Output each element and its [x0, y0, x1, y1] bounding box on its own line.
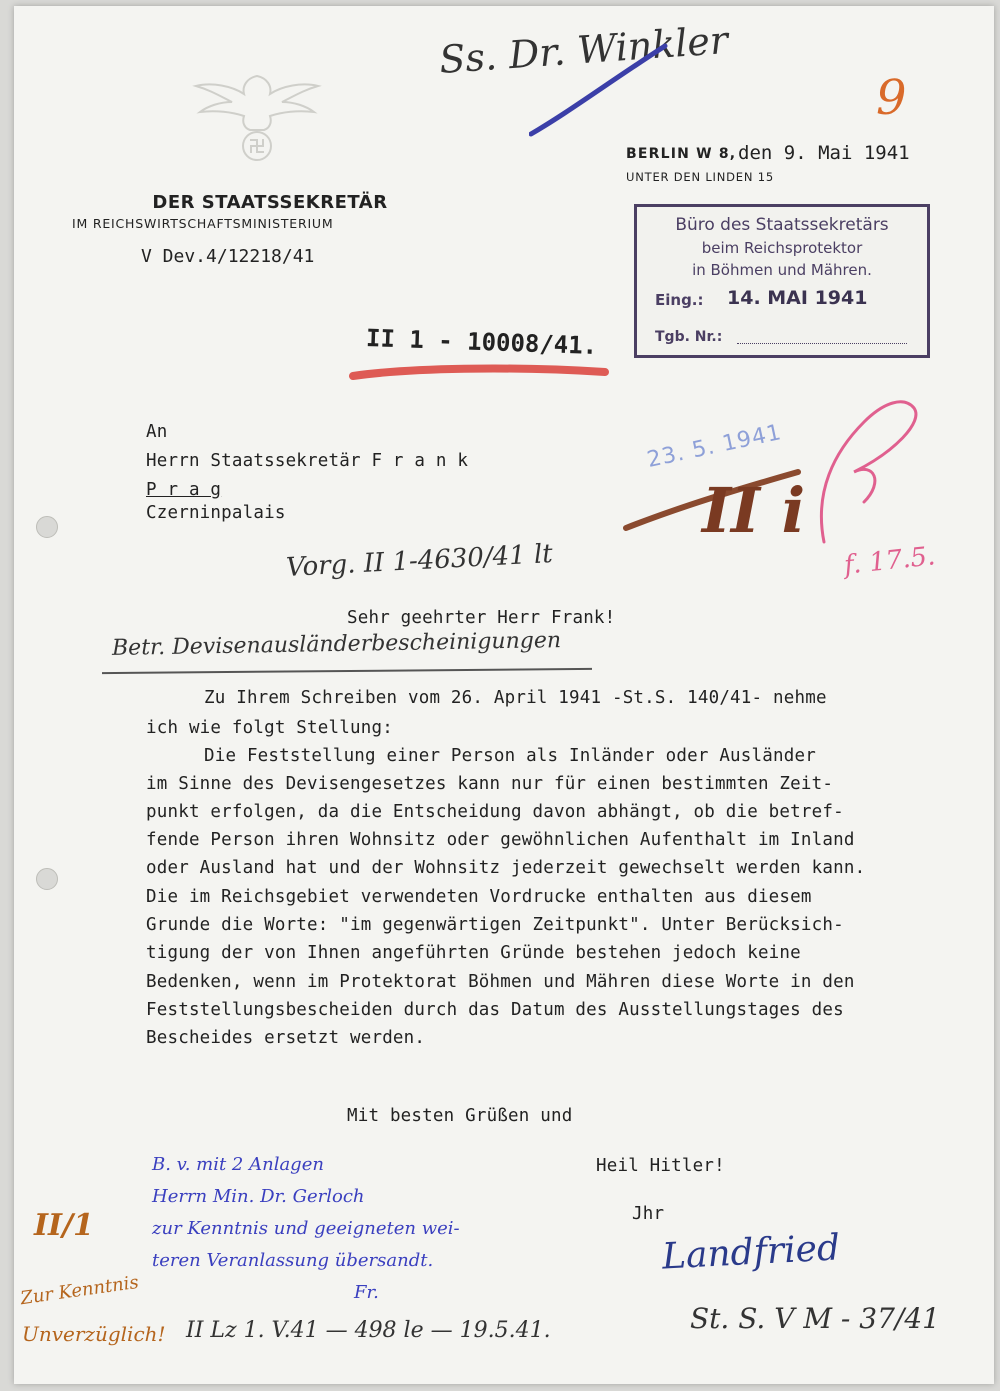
top-signature: Ss. Dr. Winkler	[437, 17, 730, 83]
punch-hole-bottom	[36, 868, 58, 890]
stamp-received-label: Eing.:	[655, 291, 704, 309]
body-line-7: oder Ausland hat und der Wohnsitz jederzeit gewechselt werden kann.	[146, 858, 866, 878]
addressee-name: Herrn Staatssekretär F r a n k	[146, 451, 469, 471]
body-line-12: Feststellungsbescheiden durch das Datum des Ausstellungstages des	[146, 1000, 844, 1020]
body-line-4: im Sinne des Devisengesetzes kann nur für einen bestimmten Zeit-	[146, 774, 834, 794]
stamp-received-date: 14. MAI 1941	[727, 287, 868, 309]
blue-pencil-slash	[529, 42, 669, 142]
body-line-2: ich wie folgt Stellung:	[146, 718, 393, 738]
body-line-13: Bescheides ersetzt werden.	[146, 1028, 426, 1048]
body-line-11: Bedenken, wenn im Protektorat Böhmen und Mähren diese Worte in den	[146, 972, 855, 992]
stamp-line-3: in Böhmen und Mähren.	[692, 261, 872, 279]
pink-pencil-note: f. 17.5.	[842, 541, 937, 581]
stamp-line-1: Büro des Staatssekretärs	[675, 215, 889, 235]
red-pencil-underline	[349, 358, 609, 388]
sender-department: IM REICHSWIRTSCHAFTSMINISTERIUM	[72, 216, 334, 231]
letter-city: BERLIN W 8,	[626, 146, 737, 162]
body-line-9: Grunde die Worte: "im gegenwärtigen Zeitpunkt". Unter Berücksich-	[146, 915, 844, 935]
punch-hole-top	[36, 516, 58, 538]
bottom-signature: Landfried	[661, 1227, 841, 1278]
stamp-journal-line	[737, 343, 907, 344]
handwritten-subject: Betr. Devisenausländerbescheinigungen	[111, 628, 562, 661]
body-line-1: Zu Ihrem Schreiben vom 26. April 1941 -St.S. 140/41- nehme	[204, 688, 827, 708]
note-line-3: zur Kenntnis und geeigneten wei-	[152, 1218, 460, 1239]
left-margin-mark: II/1	[34, 1208, 94, 1243]
left-margin-reference: II Lz 1. V.41 — 498 le — 19.5.41.	[186, 1318, 551, 1343]
pink-pencil-initial	[804, 392, 944, 552]
sender-reference: V Dev.4/12218/41	[141, 246, 315, 267]
journal-number: II 1 - 10008/41.	[365, 323, 598, 361]
body-line-5: punkt erfolgen, da die Entscheidung davon abhängt, ob die betref-	[146, 802, 844, 822]
note-line-5: Fr.	[354, 1282, 379, 1303]
large-margin-mark: II i	[702, 474, 806, 547]
salutation: Sehr geehrter Herr Frank!	[347, 608, 616, 628]
letter-date: den 9. Mai 1941	[738, 142, 910, 164]
note-line-2: Herrn Min. Dr. Gerloch	[152, 1186, 365, 1207]
bottom-reference: St. S. V M - 37/41	[690, 1302, 940, 1335]
left-margin-line-1: Zur Kenntnis	[19, 1271, 140, 1310]
note-line-4: teren Veranlassung übersandt.	[152, 1250, 434, 1271]
closing-jhr: Jhr	[632, 1204, 665, 1224]
sender-title: DER STAATSSEKRETÄR	[152, 192, 388, 213]
body-line-10: tigung der von Ihnen angeführten Gründe bestehen jedoch keine	[146, 943, 801, 963]
letter-page	[14, 6, 994, 1384]
letter-street: UNTER DEN LINDEN 15	[626, 170, 774, 184]
handwritten-reference: Vorg. II 1-4630/41 lt	[285, 539, 554, 583]
closing-heil: Heil Hitler!	[596, 1156, 725, 1176]
body-line-6: fende Person ihren Wohnsitz oder gewöhnlichen Aufenthalt im Inland	[146, 830, 855, 850]
received-stamp	[634, 204, 930, 358]
stamp-journal-label: Tgb. Nr.:	[655, 329, 723, 345]
left-margin-line-2: Unverzüglich!	[22, 1322, 166, 1346]
closing-greeting: Mit besten Grüßen und	[347, 1106, 573, 1126]
eagle-emblem-icon	[192, 56, 322, 166]
page-number: 9	[876, 70, 907, 126]
note-line-1: B. v. mit 2 Anlagen	[152, 1154, 324, 1175]
stamp-line-2: beim Reichsprotektor	[701, 239, 863, 257]
subject-underline	[102, 668, 592, 674]
body-line-3: Die Feststellung einer Person als Inländer oder Ausländer	[204, 746, 816, 766]
body-line-8: Die im Reichsgebiet verwendeten Vordrucke enthalten aus diesem	[146, 887, 812, 907]
addressee-city: P r a g	[146, 480, 222, 500]
date-stamp: 23. 5. 1941	[644, 420, 785, 473]
addressee-prefix: An	[146, 422, 168, 442]
addressee-building: Czerninpalais	[146, 503, 286, 523]
